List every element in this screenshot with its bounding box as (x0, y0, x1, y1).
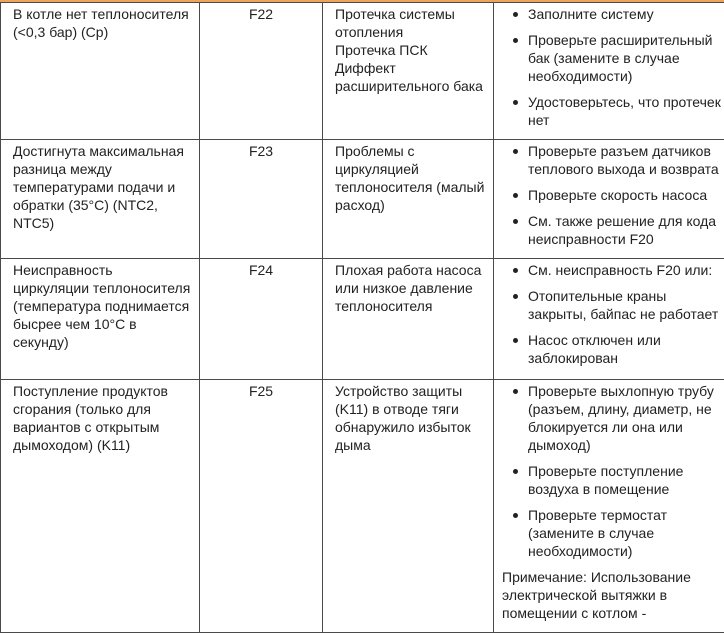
list-item: Насос отключен или заблокирован (528, 331, 722, 367)
solution-list (502, 382, 722, 560)
code-cell (200, 140, 323, 259)
list-item: Проверьте поступление воздуха в помещение (528, 462, 722, 498)
list-item: Проверьте разъем датчиков теплового выхода и возврата (528, 142, 722, 178)
solution-cell (494, 259, 724, 380)
fault-code: F24 (249, 262, 273, 278)
condition-text: Поступление продуктов сгорания (только для вариантов с открытым дымоходом) (K11) (13, 383, 168, 453)
solution-list (502, 261, 722, 367)
cause-cell (323, 380, 494, 633)
list-item: Отопительные краны закрыты, байпас не работает (528, 287, 722, 323)
solution-list (502, 142, 722, 248)
condition-text: В котле нет теплоносителя (<0,3 бар) (Cp) (13, 6, 189, 40)
table-row (1, 259, 724, 380)
list-item: Проверьте расширительный бак (замените в случае необходимости) (528, 31, 722, 85)
list-item: Удостоверьтесь, что протечек нет (528, 93, 722, 129)
table-row (1, 380, 724, 633)
note-text: Примечание: Использование электрической вытяжки в помещении с котлом - (502, 568, 722, 622)
list-item: См. неисправность F20 или: (528, 261, 722, 279)
condition-text: Достигнута максимальная разница между температурами подачи и обратки (35°C) (NTC2, NTC5) (13, 143, 184, 231)
table-row (1, 140, 724, 259)
list-item: Проверьте термостат (замените в случае необходимости) (528, 506, 722, 560)
solution-cell (494, 3, 724, 140)
condition-cell (1, 3, 200, 140)
list-item: Заполните систему (528, 5, 722, 23)
condition-cell (1, 140, 200, 259)
solution-cell (494, 140, 724, 259)
cause-line: Диффект расширительного бака (335, 59, 485, 95)
fault-code: F23 (249, 143, 273, 159)
list-item: Проверьте скорость насоса (528, 186, 722, 204)
code-cell (200, 3, 323, 140)
condition-cell (1, 259, 200, 380)
list-item: См. также решение для кода неисправности F20 (528, 212, 722, 248)
solution-cell (494, 380, 724, 633)
solution-list (502, 5, 722, 129)
cause-line: Протечка ПСК (335, 41, 485, 59)
cause-line: Проблемы с циркуляцией теплоносителя (малый расход) (335, 142, 485, 214)
cause-cell (323, 140, 494, 259)
condition-text: Неисправность циркуляции теплоносителя (температура поднимается бысрее чем 10°C в секунду) (13, 262, 190, 350)
code-cell (200, 259, 323, 380)
cause-line: Протечка системы отопления (335, 5, 485, 41)
cause-line: Плохая работа насоса или низкое давление теплоносителя (335, 261, 485, 315)
fault-codes-table (0, 2, 724, 633)
condition-cell (1, 380, 200, 633)
table-row (1, 3, 724, 140)
cause-cell (323, 259, 494, 380)
cause-line: Устройство защиты (K11) в отводе тяги обнаружило избыток дыма (335, 382, 485, 454)
fault-code: F25 (249, 383, 273, 399)
code-cell (200, 380, 323, 633)
list-item: Проверьте выхлопную трубу (разъем, длину, диаметр, не блокируется ли она или дымоход) (528, 382, 722, 454)
fault-code: F22 (249, 6, 273, 22)
cause-cell (323, 3, 494, 140)
